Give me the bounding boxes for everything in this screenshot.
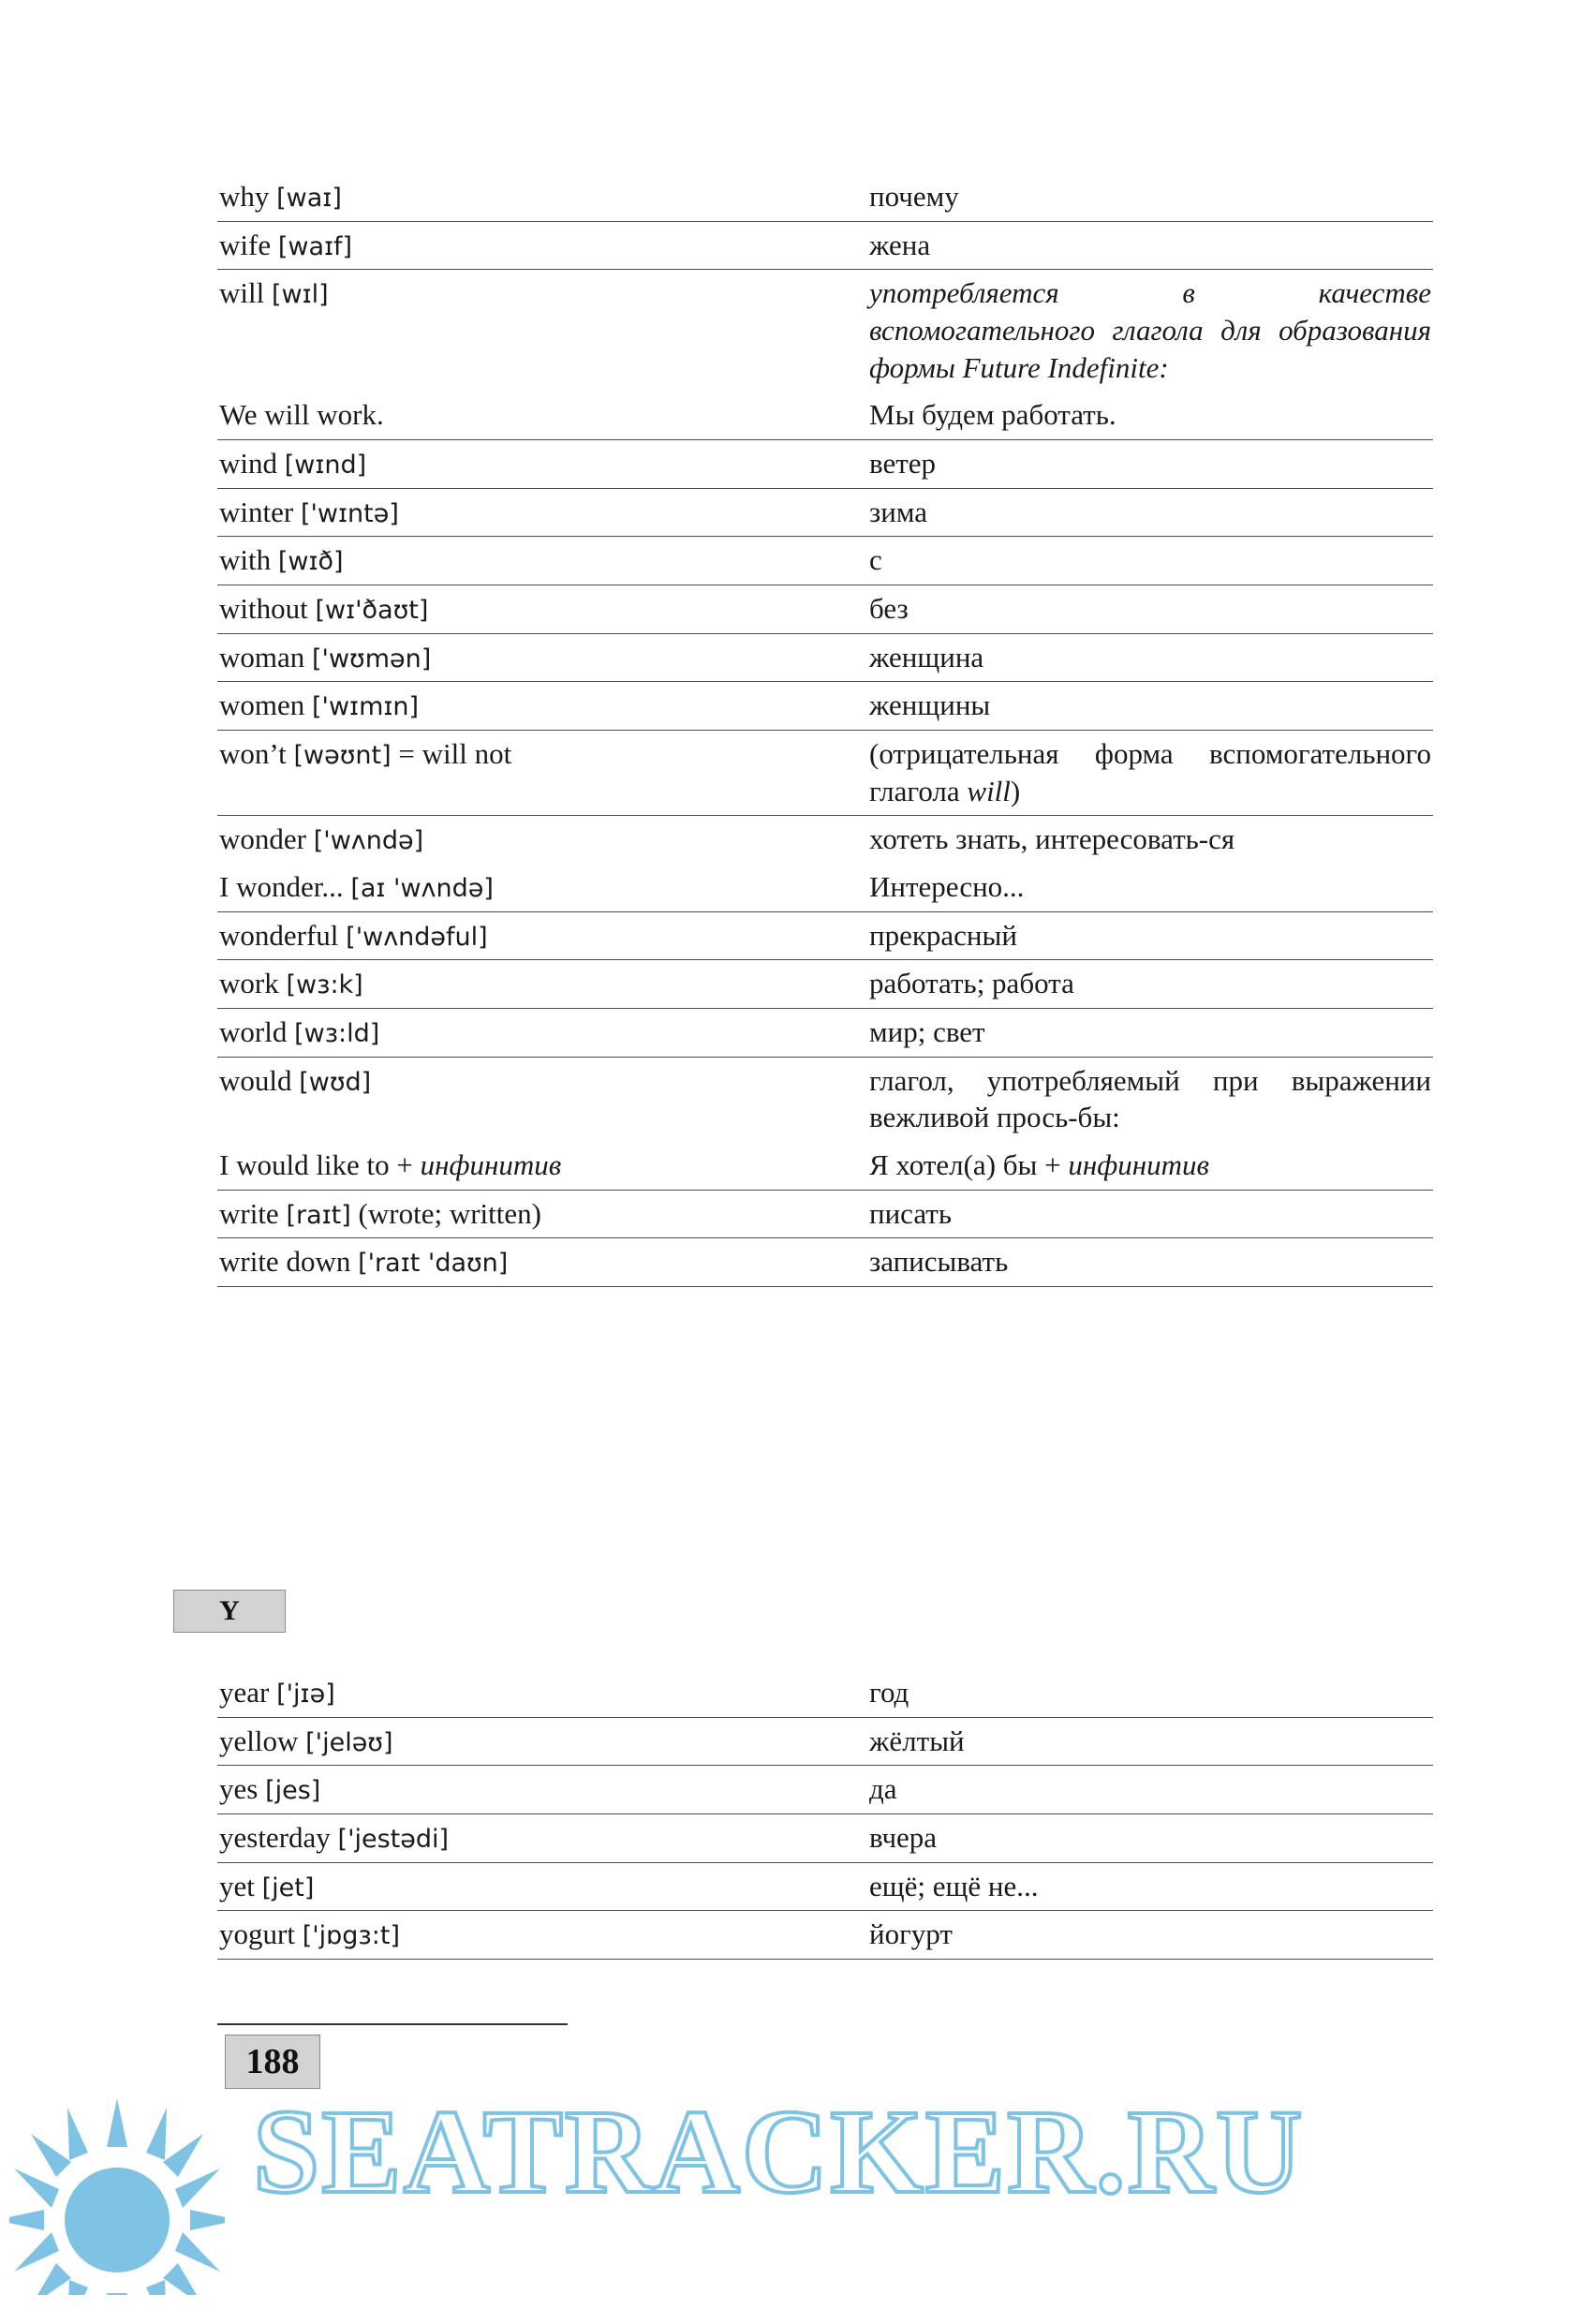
entry-gloss: ещё; ещё не...: [867, 1862, 1433, 1911]
letter-heading-y: [173, 1590, 286, 1633]
entry-gloss: Интересно...: [867, 864, 1433, 911]
page-number-badge: [225, 2035, 320, 2089]
table-row: [217, 221, 1433, 270]
entry-term: yesterday ['jestədi]: [217, 1814, 867, 1863]
table-row: [217, 440, 1433, 489]
table-row: [217, 1238, 1433, 1287]
entry-term: wind [wɪnd]: [217, 440, 867, 489]
table-row: [217, 392, 1433, 439]
table-row: [217, 270, 1433, 392]
entry-term: world [wɜ:ld]: [217, 1009, 867, 1058]
table-row: [217, 1814, 1433, 1863]
table-row: [217, 585, 1433, 634]
table-row: [217, 960, 1433, 1009]
entry-gloss: женщина: [867, 633, 1433, 682]
entry-term: will [wɪl]: [219, 276, 329, 310]
entry-gloss: работать; работа: [867, 960, 1433, 1009]
entry-term: women ['wɪmɪn]: [217, 682, 867, 731]
entry-gloss: почему: [867, 173, 1433, 221]
entry-gloss: жёлтый: [867, 1717, 1433, 1766]
entries-section-y: [217, 1669, 1426, 1960]
table-row: [217, 731, 1433, 816]
entry-term: woman ['wʊmən]: [217, 633, 867, 682]
entry-gloss: ветер: [867, 440, 1433, 489]
entry-gloss: жена: [867, 221, 1433, 270]
table-row: [217, 682, 1433, 731]
entry-term: I wonder... [aɪ 'wʌndə]: [217, 864, 867, 911]
entry-gloss: глагол, употребляемый при выражении вежливой прось-бы:: [869, 1063, 1431, 1134]
table-row: [217, 1190, 1433, 1238]
entry-gloss: мир; свет: [867, 1009, 1433, 1058]
entry-gloss: прекрасный: [867, 911, 1433, 960]
table-row: [217, 1669, 1433, 1717]
table-row: [217, 1862, 1433, 1911]
sun-icon: [9, 2089, 225, 2295]
table-row: [217, 537, 1433, 585]
letter-heading-label: Y: [219, 1595, 240, 1626]
footer-divider: [217, 2023, 568, 2025]
entry-term: winter ['wɪntə]: [217, 488, 867, 537]
entry-gloss: без: [867, 585, 1433, 634]
entry-gloss: да: [867, 1766, 1433, 1814]
entry-term: wife [waɪf]: [217, 221, 867, 270]
entry-gloss: йогурт: [867, 1911, 1433, 1960]
table-row: [217, 1717, 1433, 1766]
entry-term: would [wʊd]: [219, 1063, 372, 1097]
entry-term: why [waɪ]: [217, 173, 867, 221]
table-row: [217, 911, 1433, 960]
watermark-text: SEATRACKER.RU: [253, 2085, 1305, 2218]
entry-term: wonderful ['wʌndəful]: [217, 911, 867, 960]
table-row: [217, 1009, 1433, 1058]
table-row: [217, 173, 1433, 221]
entry-term: without [wɪ'ðaʊt]: [217, 585, 867, 634]
entry-term: yes [jes]: [217, 1766, 867, 1814]
entry-gloss: употребляется в качестве вспомогательного глагола для образования формы Future Indefinite:: [869, 276, 1431, 384]
watermark: [0, 2070, 1582, 2324]
entry-gloss: писать: [867, 1190, 1433, 1238]
entry-gloss: женщины: [867, 682, 1433, 731]
table-row: [217, 633, 1433, 682]
entry-term: year ['jɪə]: [217, 1669, 867, 1717]
entry-term: I would like to + инфинитив: [217, 1142, 867, 1190]
table-row: [217, 488, 1433, 537]
entry-term: with [wɪð]: [217, 537, 867, 585]
page-number-label: 188: [245, 2042, 300, 2081]
entry-term: write down ['raɪt 'daʊn]: [217, 1238, 867, 1287]
entry-table-y: [217, 1669, 1433, 1960]
entry-term: yogurt ['jɒgɜ:t]: [217, 1911, 867, 1960]
entry-gloss: (отрицательная форма вспомогательного глагола will): [867, 731, 1433, 816]
entry-term: work [wɜ:k]: [217, 960, 867, 1009]
entries-section-w: [217, 173, 1431, 1287]
entry-term: yet [jet]: [217, 1862, 867, 1911]
entry-gloss: хотеть знать, интересовать-ся: [869, 822, 1235, 856]
entry-gloss: записывать: [867, 1238, 1433, 1287]
entry-table-w: [217, 173, 1433, 1287]
entry-gloss: год: [867, 1669, 1433, 1717]
entry-term: won’t [wəʊnt] = will not: [217, 731, 867, 816]
entry-term: wonder ['wʌndə]: [219, 822, 424, 856]
entry-gloss: с: [867, 537, 1433, 585]
entry-gloss: вчера: [867, 1814, 1433, 1863]
entry-term: We will work.: [217, 392, 867, 439]
table-row: [217, 816, 1433, 864]
entry-gloss: зима: [867, 488, 1433, 537]
table-row: [217, 1911, 1433, 1960]
entry-gloss: Мы будем работать.: [867, 392, 1433, 439]
table-row: [217, 1142, 1433, 1190]
entry-term: write [raɪt] (wrote; written): [217, 1190, 867, 1238]
table-row: [217, 864, 1433, 911]
entry-gloss: Я хотел(а) бы + инфинитив: [867, 1142, 1433, 1190]
table-row: [217, 1057, 1433, 1142]
table-row: [217, 1766, 1433, 1814]
entry-term: yellow ['jeləʊ]: [217, 1717, 867, 1766]
